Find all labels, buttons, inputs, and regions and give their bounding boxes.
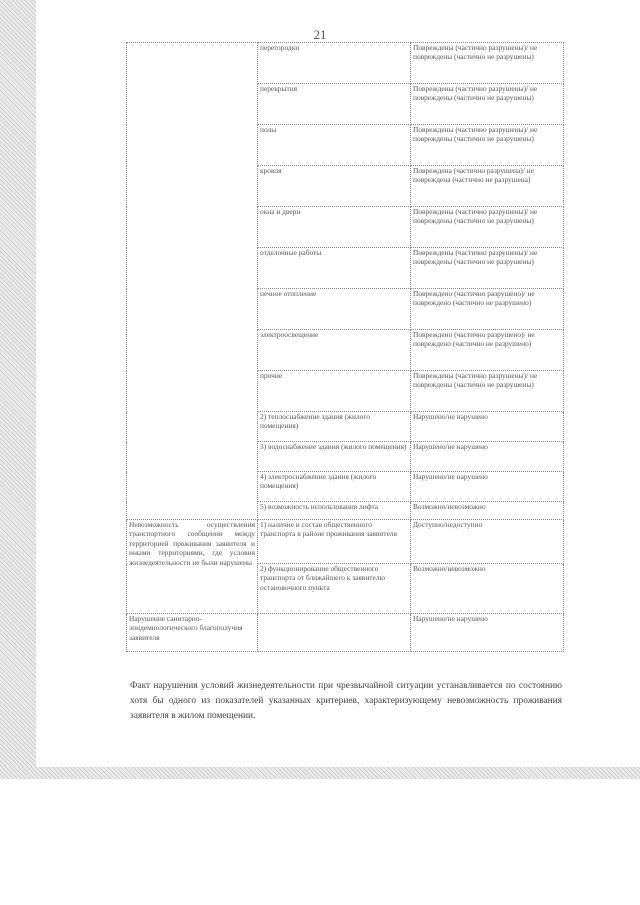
value-cell: Повреждены (частично разрушены)/ не повреждены (частично не разрушены) <box>411 207 564 248</box>
page-number: 21 <box>313 27 327 42</box>
value-cell: Повреждены (частично разрушены)/ не повреждены (частично не разрушены) <box>411 84 564 125</box>
footnote-paragraph: Факт нарушения условий жизнедеятельности при чрезвычайной ситуации устанавливается по состоянию хотя бы одного из показателей указанных критериев, характеризующему невозможность проживания заявителя в жилом помещении. <box>130 681 562 722</box>
scan-frame-left <box>0 0 36 778</box>
subcriterion-cell: 1) наличие и состав общественного транспорта в районе проживания заявителя <box>258 520 411 564</box>
value-cell: Нарушено/не нарушено <box>411 614 564 652</box>
scan-frame-bottom <box>0 767 640 779</box>
subcriterion-cell: полы <box>258 125 411 166</box>
criterion-cell-empty <box>127 43 258 520</box>
value-cell: Нарушено/не нарушено <box>411 442 564 472</box>
subcriterion-cell: 4) электроснабжение здания (жилого помещения) <box>258 472 411 502</box>
subcriterion-cell: 2) функционирование общественного транспорта от ближайшего к заявителю остановочного пункта <box>258 564 411 614</box>
value-cell: Нарушено/не нарушено <box>411 472 564 502</box>
subcriterion-cell: перегородки <box>258 43 411 84</box>
value-cell: Нарушено/не нарушено <box>411 412 564 442</box>
value-cell: Повреждено (частично разрушено)/ не повреждено (частично не разрушено) <box>411 330 564 371</box>
value-cell: Повреждена (частично разрушена)/ не повреждена (частично не разрушена) <box>411 166 564 207</box>
criteria-table <box>126 42 564 652</box>
criterion-sanitary: Нарушение санитарно-эпидемиологического благополучия заявителя <box>127 614 258 652</box>
subcriterion-cell: 2) теплоснабжение здания (жилого помещения) <box>258 412 411 442</box>
subcriterion-cell: 3) водоснабжение здания (жилого помещения) <box>258 442 411 472</box>
value-cell: Повреждены (частично разрушены)/ не повреждены (частично не разрушены) <box>411 125 564 166</box>
value-cell: Повреждены (частично разрушены)/ не повреждены (частично не разрушены) <box>411 371 564 412</box>
subcriterion-cell: окна и двери <box>258 207 411 248</box>
subcriterion-cell: отделочные работы <box>258 248 411 289</box>
value-cell: Повреждены (частично разрушены)/ не повреждены (частично не разрушены) <box>411 43 564 84</box>
subcriterion-cell: электроосвещение <box>258 330 411 371</box>
criterion-transport: Невозможность осуществления транспортного сообщения между территорией проживания заявителя и иными территориями, где условия жизнедеятельности не были нарушены <box>127 520 258 614</box>
value-cell: Возможно/невозможно <box>411 502 564 520</box>
subcriterion-cell: печное отопление <box>258 289 411 330</box>
value-cell: Доступно/недоступно <box>411 520 564 564</box>
table-row <box>127 43 564 84</box>
subcriterion-cell: 5) возможность использования лифта <box>258 502 411 520</box>
value-cell: Возможно/невозможно <box>411 564 564 614</box>
value-cell: Повреждены (частично разрушены)/ не повреждены (частично не разрушены) <box>411 248 564 289</box>
subcriterion-cell: перекрытия <box>258 84 411 125</box>
subcriterion-cell: кровля <box>258 166 411 207</box>
subcriterion-cell: прочие <box>258 371 411 412</box>
value-cell: Повреждено (частично разрушено)/ не повреждено (частично не разрушено) <box>411 289 564 330</box>
table-row <box>127 520 564 564</box>
table-row <box>127 614 564 652</box>
subcriterion-cell-empty <box>258 614 411 652</box>
